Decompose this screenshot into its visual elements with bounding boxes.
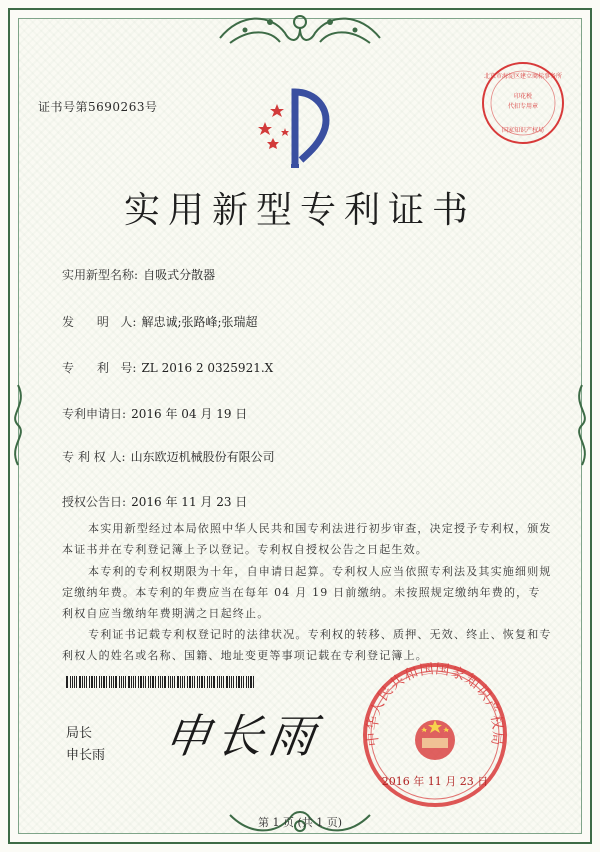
svg-text:代扣专用章: 代扣专用章 [507, 103, 539, 110]
barcode-bar [248, 676, 249, 688]
barcode-bar [194, 676, 195, 688]
barcode-bar [170, 676, 171, 688]
barcode-bar [201, 676, 203, 688]
barcode-bar [162, 676, 163, 688]
barcode-bar [158, 676, 159, 688]
barcode-bar [172, 676, 173, 688]
barcode-bar [187, 676, 188, 688]
barcode-bar [184, 676, 185, 688]
barcode-bar [123, 676, 124, 688]
barcode-bar [128, 676, 130, 688]
barcode-bar [89, 676, 90, 688]
barcode-bar [217, 676, 218, 688]
field-label: 授权公告日: [62, 495, 127, 509]
barcode-bar [197, 676, 198, 688]
barcode-bar [250, 676, 252, 688]
barcode-bar [91, 676, 93, 688]
barcode-bar [72, 676, 73, 688]
barcode-bar [103, 676, 105, 688]
barcode-bar [236, 676, 237, 688]
barcode-bar [189, 676, 191, 688]
barcode-bar [180, 676, 181, 688]
field-label: 发 明 人: [62, 315, 137, 329]
barcode-bar [223, 676, 224, 688]
barcode-bar [168, 676, 169, 688]
field-value: 解忠诚;张路峰;张瑞超 [141, 315, 258, 329]
barcode-bar [219, 676, 220, 688]
field-label: 专利申请日: [62, 407, 127, 421]
barcode-bar [86, 676, 87, 688]
barcode-bar [238, 676, 240, 688]
barcode-bar [94, 676, 95, 688]
barcode-bar [138, 676, 139, 688]
barcode-bar [164, 676, 166, 688]
document-title: 实用新型专利证书 [123, 190, 476, 231]
svg-text:国家知识产权局: 国家知识产权局 [501, 127, 545, 134]
svg-text:中华人民共和国国家知识产权局: 中华人民共和国国家知识产权局 [364, 661, 506, 748]
barcode-bar [101, 676, 102, 688]
field-value: 2016 年 11 月 23 日 [131, 495, 248, 509]
barcode-bar [113, 676, 114, 688]
barcode-bar [140, 676, 142, 688]
barcode-bar [209, 676, 210, 688]
field-value: 自吸式分散器 [143, 268, 216, 282]
barcode-bar [152, 676, 154, 688]
barcode-bar [221, 676, 222, 688]
barcode-bar [135, 676, 136, 688]
barcode-bar [229, 676, 230, 688]
right-ornament [572, 380, 592, 470]
barcode-bar [109, 676, 110, 688]
barcode-bar [66, 676, 68, 688]
barcode-bar [143, 676, 144, 688]
director-name: 申长雨 [66, 748, 106, 763]
barcode-bar [111, 676, 112, 688]
barcode-bar [70, 676, 71, 688]
barcode-bar [233, 676, 234, 688]
barcode-bar [148, 676, 149, 688]
barcode-bar [160, 676, 161, 688]
barcode-bar [99, 676, 100, 688]
field-value: 2016 年 04 月 19 日 [131, 407, 248, 421]
field-patent-no [62, 357, 273, 376]
barcode [66, 676, 256, 688]
barcode-bar [199, 676, 200, 688]
barcode-bar [192, 676, 193, 688]
barcode-bar [79, 676, 81, 688]
field-patentee [62, 446, 275, 465]
left-ornament [8, 380, 28, 470]
barcode-bar [207, 676, 208, 688]
barcode-bar [174, 676, 175, 688]
barcode-bar [74, 676, 75, 688]
barcode-bar [150, 676, 151, 688]
barcode-bar [246, 676, 247, 688]
paragraph-3: 专利证书记载专利权登记时的法律状况。专利权的转移、质押、无效、终止、恢复和专利权人的姓名或名称、国籍、地址变更等事项记载在专利登记簿上。 [62, 628, 552, 662]
barcode-bar [182, 676, 183, 688]
barcode-bar [213, 676, 215, 688]
barcode-bar [131, 676, 132, 688]
field-label: 专 利 号: [62, 361, 137, 375]
barcode-bar [133, 676, 134, 688]
barcode-bar [211, 676, 212, 688]
certificate-number-label: 证书号第 [38, 100, 89, 114]
cnipa-logo [255, 80, 335, 170]
barcode-bar [145, 676, 146, 688]
field-grant-date [62, 491, 247, 510]
director-title: 局长 [66, 726, 93, 741]
barcode-bar [241, 676, 242, 688]
svg-text:北京市海淀区建立商标事务所: 北京市海淀区建立商标事务所 [483, 73, 563, 80]
barcode-bar [121, 676, 122, 688]
barcode-bar [82, 676, 83, 688]
barcode-bar [119, 676, 120, 688]
barcode-bar [96, 676, 97, 688]
certificate-number-suffix: 号 [144, 100, 158, 114]
page-footer: 第 1 页 (共 1 页) [257, 816, 343, 829]
svg-text:2016 年 11 月 23 日: 2016 年 11 月 23 日 [381, 775, 489, 788]
barcode-bar [76, 676, 77, 688]
field-value: 山东欧迈机械股份有限公司 [130, 450, 275, 464]
barcode-bar [231, 676, 232, 688]
paragraph-1: 本实用新型经过本局依照中华人民共和国专利法进行初步审查，决定授予专利权，颁发本证书并在专利登记簿上予以登记。专利权自授权公告之日起生效。 [62, 522, 552, 556]
certificate-number-value: 5690263 [88, 100, 145, 114]
svg-text:印花税: 印花税 [513, 93, 533, 100]
field-value: ZL 2016 2 0325921.X [141, 361, 274, 375]
barcode-bar [115, 676, 117, 688]
tax-stamp [478, 58, 568, 148]
barcode-bar [253, 676, 254, 688]
barcode-bar [204, 676, 205, 688]
field-inventors [62, 311, 258, 330]
paragraph-2: 本专利的专利权期限为十年，自申请日起算。专利权人应当依照专利法及其实施细则规定缴纳年费。本专利的年费应当在每年 04 月 19 日前缴纳。未按照规定缴纳年费的，专利权自应当缴纳年费期满之日起终止。 [62, 565, 552, 620]
field-filing-date [62, 403, 247, 422]
official-seal [360, 660, 510, 810]
field-label: 实用新型名称: [62, 268, 139, 282]
director-handwritten-signature: 申长雨 [160, 709, 325, 763]
field-label: 专 利 权 人: [62, 450, 126, 464]
field-name [62, 264, 215, 283]
barcode-bar [125, 676, 126, 688]
barcode-bar [155, 676, 156, 688]
barcode-bar [84, 676, 85, 688]
barcode-bar [177, 676, 179, 688]
barcode-bar [243, 676, 244, 688]
top-ornament [210, 8, 390, 58]
barcode-bar [106, 676, 107, 688]
certificate-number [38, 98, 157, 115]
barcode-bar [226, 676, 228, 688]
